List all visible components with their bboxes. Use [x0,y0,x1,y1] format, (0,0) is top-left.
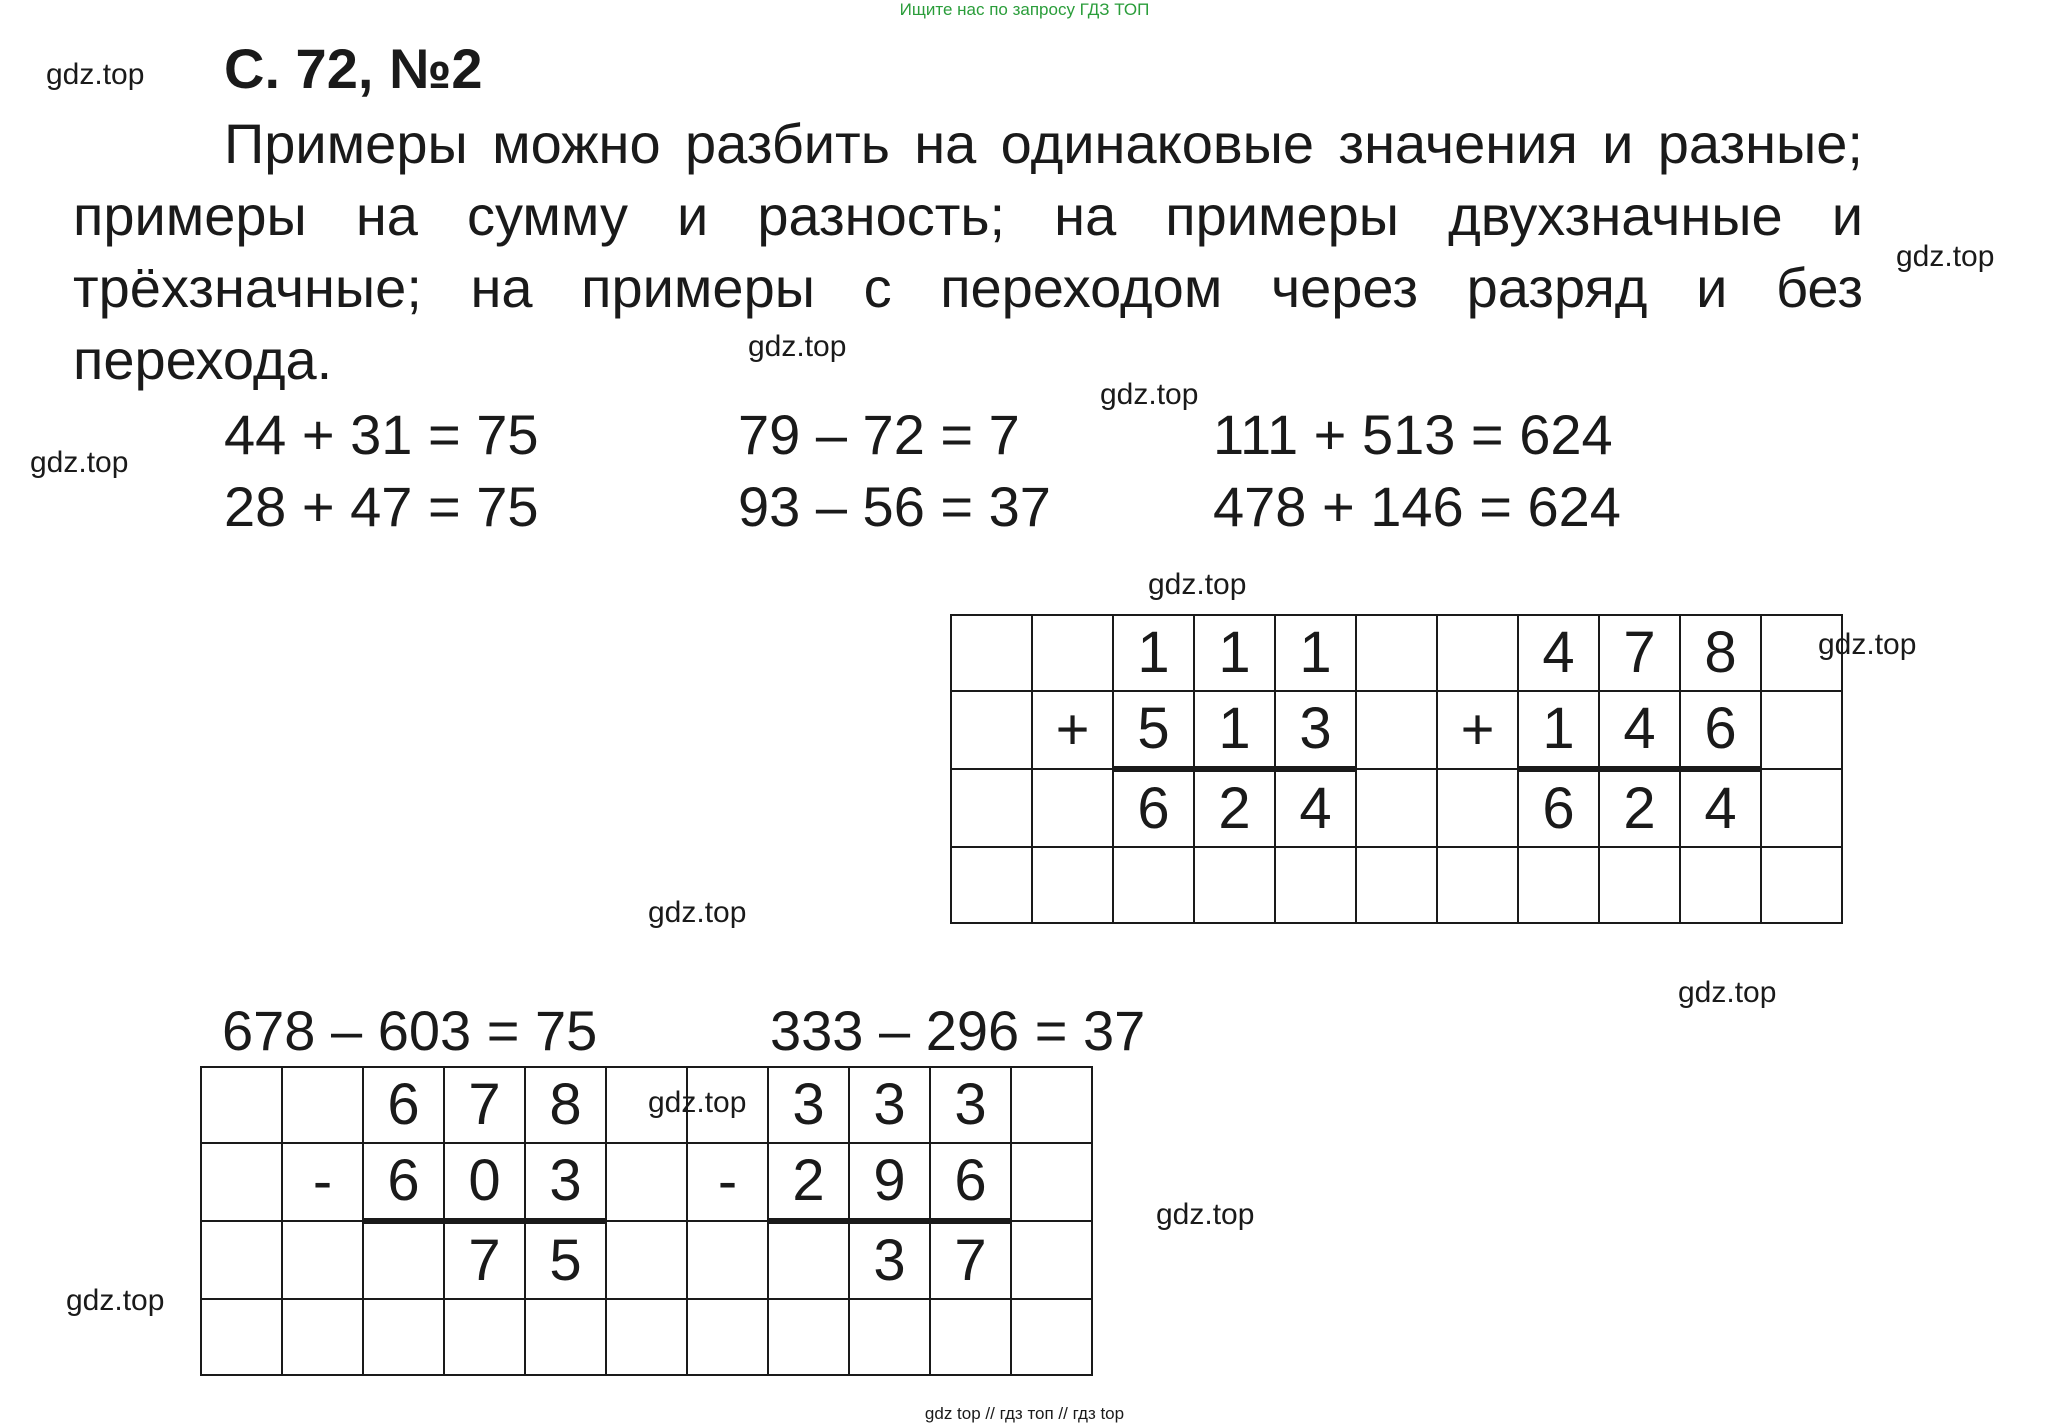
equation: 28 + 47 = 75 [224,475,539,538]
grid-cell: 6 [1680,691,1761,769]
explanation-paragraph [73,108,1863,396]
footer-watermark: gdz top // гдз топ // гдз top [924,1404,1125,1423]
watermark: gdz.top [30,446,129,479]
grid-cell [363,1221,444,1299]
grid-cell [1032,615,1113,691]
grid-cell: 3 [768,1067,849,1143]
grid-cell [606,1143,687,1221]
grid-cell [1761,769,1842,847]
equation: 79 – 72 = 7 [738,403,1020,466]
grid-cell: 1 [1194,691,1275,769]
equation: 333 – 296 = 37 [770,999,1146,1062]
grid-cell: 6 [1518,769,1599,847]
grid-cell [282,1299,363,1375]
grid-cell: 1 [1518,691,1599,769]
grid-cell [201,1143,282,1221]
grid-cell [849,1299,930,1375]
watermark: gdz.top [648,1086,747,1119]
watermark: gdz.top [1148,568,1247,601]
grid-row [201,1143,1092,1221]
grid-cell [1113,847,1194,923]
grid-cell [1437,847,1518,923]
watermark: gdz.top [1818,628,1917,661]
grid-row [951,691,1842,769]
grid-cell [444,1299,525,1375]
watermark: gdz.top [1100,378,1199,411]
grid-cell: 5 [525,1221,606,1299]
watermark: gdz.top [46,58,145,91]
grid-row [951,847,1842,923]
grid-cell [201,1067,282,1143]
grid-cell [1032,847,1113,923]
grid-cell: 3 [849,1221,930,1299]
grid-cell: - [687,1143,768,1221]
grid-cell: 5 [1113,691,1194,769]
grid-cell [1032,769,1113,847]
grid-cell [282,1067,363,1143]
grid-cell: 7 [444,1067,525,1143]
equation: 678 – 603 = 75 [222,999,598,1062]
grid-cell: 2 [768,1143,849,1221]
grid-cell [951,769,1032,847]
addition-column-grid [950,614,1843,924]
grid-cell: + [1032,691,1113,769]
grid-cell: 4 [1599,691,1680,769]
grid-cell [1437,769,1518,847]
grid-cell [525,1299,606,1375]
grid-cell [768,1221,849,1299]
grid-cell: 3 [930,1067,1011,1143]
grid-cell: 1 [1275,615,1356,691]
grid-cell: 2 [1194,769,1275,847]
grid-cell [201,1221,282,1299]
grid-cell [201,1299,282,1375]
watermark: gdz.top [66,1284,165,1317]
grid-cell [363,1299,444,1375]
grid-cell [1356,847,1437,923]
grid-cell [1356,615,1437,691]
grid-cell [282,1221,363,1299]
grid-row [201,1299,1092,1375]
grid-cell [1437,615,1518,691]
grid-cell: 0 [444,1143,525,1221]
grid-cell [951,691,1032,769]
grid-row [951,615,1842,691]
grid-cell: 1 [1113,615,1194,691]
grid-cell: 7 [930,1221,1011,1299]
grid-cell: 6 [363,1067,444,1143]
grid-cell [606,1221,687,1299]
grid-cell: 3 [849,1067,930,1143]
grid-cell [1011,1143,1092,1221]
equation: 478 + 146 = 624 [1213,475,1621,538]
page-title: С. 72, №2 [224,37,483,100]
grid-cell [1011,1299,1092,1375]
grid-cell [1761,847,1842,923]
grid-cell: 1 [1194,615,1275,691]
grid-cell [1356,691,1437,769]
grid-cell [1011,1067,1092,1143]
grid-cell: 7 [444,1221,525,1299]
grid-cell: 6 [930,1143,1011,1221]
grid-cell: 4 [1275,769,1356,847]
watermark: gdz.top [1896,240,1995,273]
grid-cell: 2 [1599,769,1680,847]
grid-cell: 9 [849,1143,930,1221]
grid-cell [1356,769,1437,847]
grid-cell [687,1299,768,1375]
grid-cell [1194,847,1275,923]
grid-cell: + [1437,691,1518,769]
watermark: gdz.top [1678,976,1777,1009]
grid-row [201,1221,1092,1299]
grid-cell: 4 [1680,769,1761,847]
grid-cell [1011,1221,1092,1299]
grid-cell: 3 [525,1143,606,1221]
grid-cell [1680,847,1761,923]
watermark: gdz.top [1156,1198,1255,1231]
grid-cell: - [282,1143,363,1221]
grid-cell: 4 [1518,615,1599,691]
subtraction-column-grid [200,1066,1093,1376]
explanation-text: Примеры можно разбить на одинаковые значения и разные; примеры на сумму и разность; на примеры двухзначные и трёхзначные; на примеры с переходом через разряд и без перехода. [73,112,1863,391]
grid-cell: 8 [525,1067,606,1143]
grid-cell [951,847,1032,923]
grid-cell [1518,847,1599,923]
equation: 44 + 31 = 75 [224,403,539,466]
grid-cell: 7 [1599,615,1680,691]
watermark: gdz.top [648,896,747,929]
grid-row [201,1067,1092,1143]
equation: 93 – 56 = 37 [738,475,1051,538]
watermark: gdz.top [748,330,847,363]
search-banner: Ищите нас по запросу ГДЗ ТОП [899,0,1150,19]
grid-cell [768,1299,849,1375]
grid-cell [1761,691,1842,769]
grid-cell [606,1299,687,1375]
grid-cell: 6 [1113,769,1194,847]
grid-cell [930,1299,1011,1375]
grid-cell: 8 [1680,615,1761,691]
equation: 111 + 513 = 624 [1213,403,1613,466]
grid-cell [951,615,1032,691]
grid-row [951,769,1842,847]
grid-cell [1599,847,1680,923]
grid-cell: 3 [1275,691,1356,769]
grid-cell [1275,847,1356,923]
grid-cell [687,1221,768,1299]
grid-cell: 6 [363,1143,444,1221]
